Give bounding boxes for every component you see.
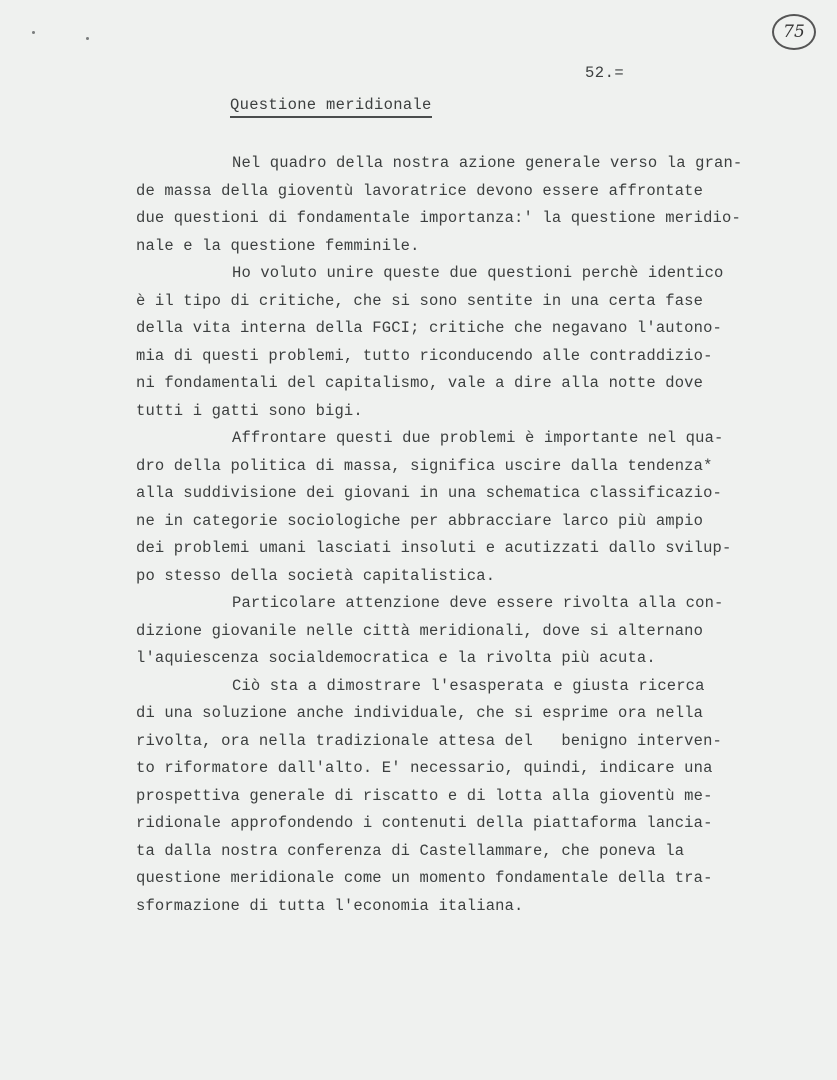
body-text: [136, 150, 776, 920]
text-line: dei problemi umani lasciati insoluti e acutizzati dallo svilup-: [136, 539, 732, 557]
text-line: Affrontare questi due problemi è importante nel qua-: [232, 429, 724, 447]
text-line: ta dalla nostra conferenza di Castellammare, che poneva la: [136, 841, 685, 860]
text-line: questione meridionale come un momento fondamentale della tra-: [136, 869, 713, 887]
text-line: nale e la questione femminile.: [136, 236, 420, 255]
text-line: ne in categorie sociologiche per abbracciare larco più ampio: [136, 511, 704, 530]
text-line: Ho voluto unire queste due questioni perchè identico: [232, 264, 724, 282]
text-line: dro della politica di massa, significa uscire dalla tendenza*: [136, 456, 713, 475]
section-heading: Questione meridionale: [230, 95, 432, 118]
text-line: dizione giovanile nelle città meridionali, dove si alternano: [136, 621, 704, 640]
text-line: della vita interna della FGCI; critiche che negavano l'autono-: [136, 319, 722, 337]
text-line: è il tipo di critiche, che si sono sentite in una certa fase: [136, 291, 704, 310]
archive-stamp: 75: [772, 14, 816, 50]
text-line: rivolta, ora nella tradizionale attesa del benigno interven-: [136, 731, 722, 750]
text-line: to riformatore dall'alto. E' necessario, quindi, indicare una: [136, 759, 713, 777]
text-line: di una soluzione anche individuale, che si esprime ora nella: [136, 704, 704, 722]
text-line: sformazione di tutta l'economia italiana.: [136, 896, 524, 915]
text-line: ridionale approfondendo i contenuti della piattaforma lancia-: [136, 814, 713, 832]
text-line: tutti i gatti sono bigi.: [136, 401, 363, 420]
text-line: Ciò sta a dimostrare l'esasperata e giusta ricerca: [232, 676, 705, 695]
text-line: l'aquiescenza socialdemocratica e la rivolta più acuta.: [136, 649, 656, 667]
text-line: ni fondamentali del capitalismo, vale a dire alla notte dove: [136, 374, 704, 392]
speck-mark: [32, 31, 35, 34]
text-line: de massa della gioventù lavoratrice devono essere affrontate: [136, 181, 704, 200]
text-line: prospettiva generale di riscatto e di lotta alla gioventù me-: [136, 786, 713, 805]
text-line: po stesso della società capitalistica.: [136, 566, 496, 585]
text-line: mia di questi problemi, tutto riconducendo alle contraddizio-: [136, 346, 713, 365]
speck-mark: [86, 37, 89, 40]
text-line: due questioni di fondamentale importanza:' la questione meridio-: [136, 209, 741, 227]
text-line: alla suddivisione dei giovani in una schematica classificazio-: [136, 484, 722, 502]
text-line: Nel quadro della nostra azione generale verso la gran-: [232, 154, 743, 172]
text-line: Particolare attenzione deve essere rivolta alla con-: [232, 594, 724, 612]
page-number: 52.=: [585, 64, 625, 82]
